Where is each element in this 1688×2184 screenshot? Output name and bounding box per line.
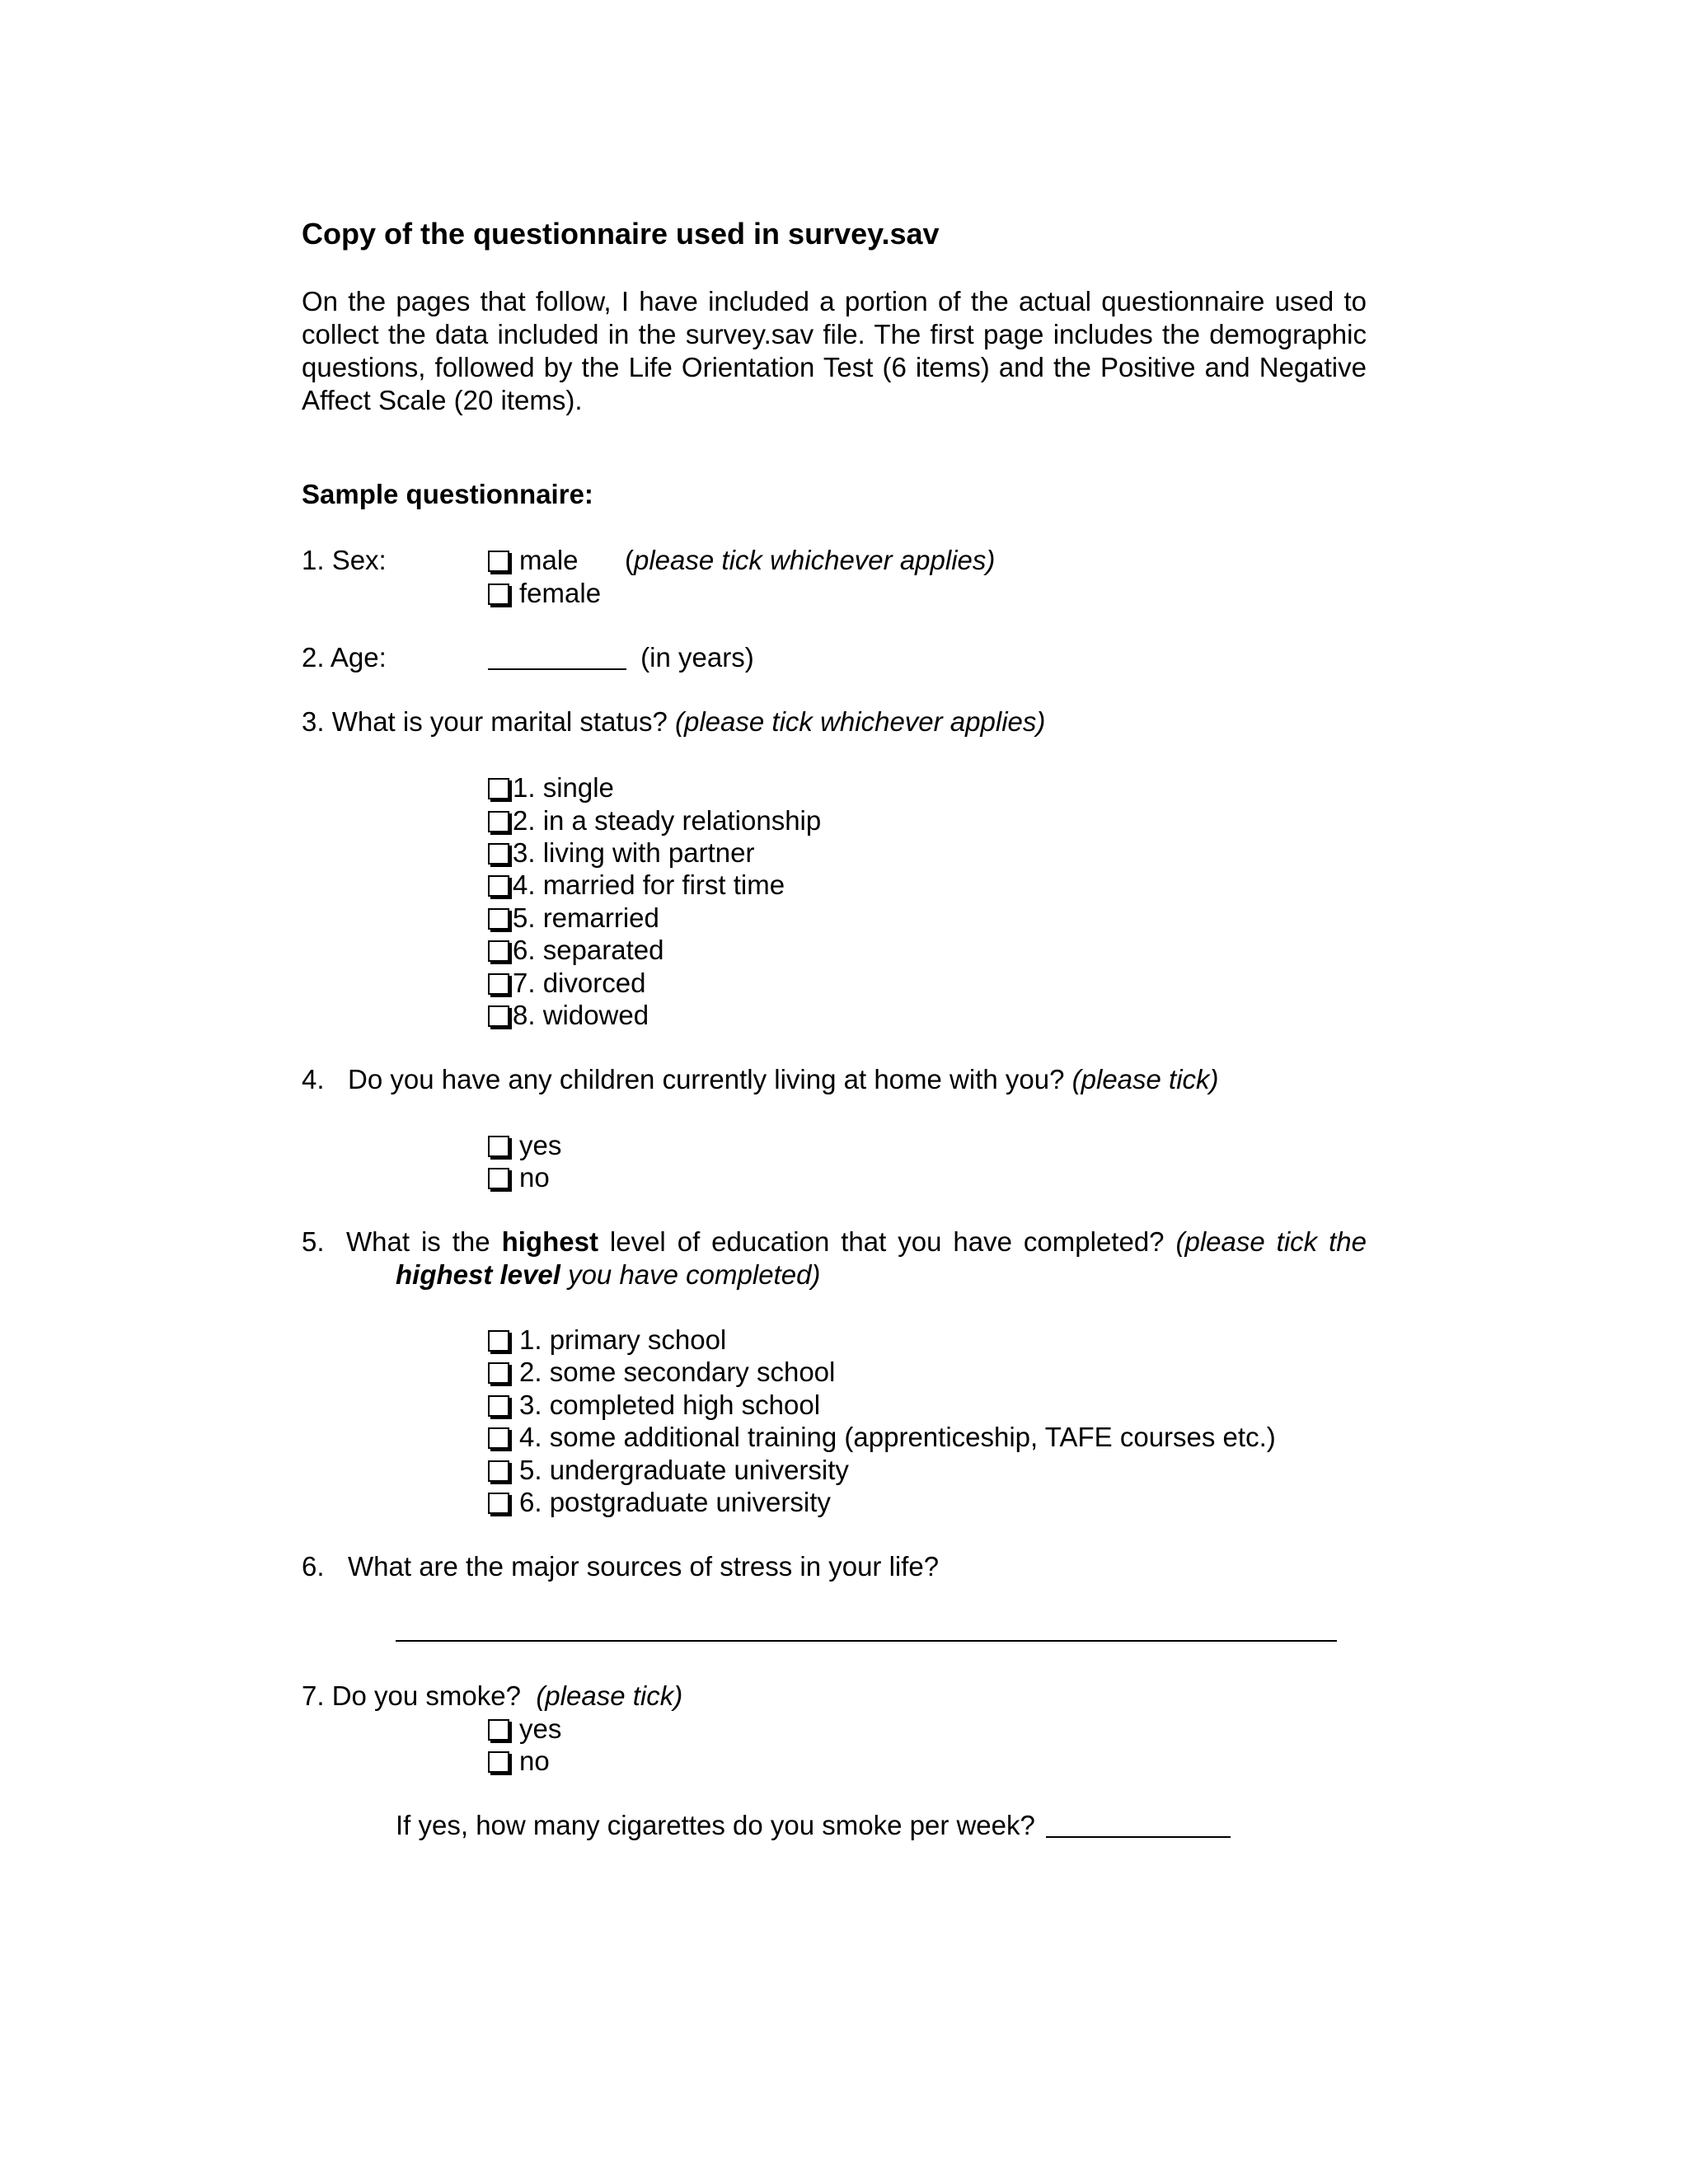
q3-option[interactable]: 1. single <box>488 771 614 804</box>
intro-line: On the pages that follow, I have included a portion of the actual questionnaire used to <box>302 286 1367 316</box>
checkbox-icon[interactable] <box>488 583 509 605</box>
q4-option-no[interactable]: no <box>488 1161 550 1194</box>
checkbox-icon[interactable] <box>488 843 509 865</box>
q4-option-yes[interactable]: yes <box>488 1129 561 1162</box>
intro-line: collect the data included in the survey.sav file. The first page includes the demographic <box>302 319 1367 349</box>
checkbox-icon[interactable] <box>488 1005 509 1027</box>
age-suffix: (in years) <box>640 642 754 673</box>
q2-label: 2. Age: <box>302 642 387 673</box>
checkbox-icon[interactable] <box>488 1719 509 1741</box>
q7-label: 7. Do you smoke? (please tick) <box>302 1680 683 1711</box>
q1-option-male[interactable] <box>488 544 579 577</box>
intro-paragraph <box>302 285 1367 417</box>
checkbox-icon[interactable] <box>488 1493 509 1514</box>
age-blank[interactable] <box>488 644 626 670</box>
q4-number: 4. <box>302 1064 325 1094</box>
checkbox-icon[interactable] <box>488 1362 509 1384</box>
age-field[interactable] <box>488 641 754 674</box>
q5-option[interactable]: 1. primary school <box>488 1324 726 1357</box>
checkbox-icon[interactable] <box>488 1427 509 1449</box>
checkbox-icon[interactable] <box>488 1136 509 1157</box>
q6-label: What are the major sources of stress in your life? <box>348 1551 940 1582</box>
q6-number: 6. <box>302 1551 325 1582</box>
cigarettes-blank[interactable] <box>1046 1811 1231 1838</box>
option-label: female <box>519 578 602 608</box>
q5-option[interactable]: 2. some secondary school <box>488 1356 835 1389</box>
q5-number: 5. <box>302 1226 325 1257</box>
checkbox-icon[interactable] <box>488 1395 509 1417</box>
option-label: male <box>519 545 579 575</box>
stress-answer-line[interactable] <box>396 1640 1337 1642</box>
q5-option[interactable]: 4. some additional training (apprenticeship, TAFE courses etc.) <box>488 1421 1276 1454</box>
q5-option[interactable]: 6. postgraduate university <box>488 1486 831 1519</box>
q3-option[interactable]: 7. divorced <box>488 967 645 1000</box>
q1-label: 1. Sex: <box>302 545 387 575</box>
checkbox-icon[interactable] <box>488 973 509 995</box>
q3-option[interactable]: 3. living with partner <box>488 837 754 869</box>
checkbox-icon[interactable] <box>488 1460 509 1482</box>
intro-line: Affect Scale (20 items). <box>302 385 583 415</box>
checkbox-icon[interactable] <box>488 908 509 930</box>
checkbox-icon[interactable] <box>488 811 509 832</box>
q7-option-yes[interactable]: yes <box>488 1713 561 1746</box>
checkbox-icon[interactable] <box>488 1330 509 1352</box>
page-title: Copy of the questionnaire used in survey.sav <box>302 217 940 251</box>
checkbox-icon[interactable] <box>488 875 509 897</box>
q7-option-no[interactable]: no <box>488 1745 550 1778</box>
q5-option[interactable]: 3. completed high school <box>488 1389 820 1422</box>
q5-hint-continued: highest level you have completed) <box>396 1259 821 1290</box>
q4-label: Do you have any children currently living at home with you? (please tick) <box>348 1064 1219 1094</box>
q5-label: What is the highest level of education that you have completed? (please tick the <box>346 1226 1367 1257</box>
checkbox-icon[interactable] <box>488 940 509 962</box>
checkbox-icon[interactable] <box>488 1751 509 1773</box>
checkbox-icon[interactable] <box>488 551 509 572</box>
q5-option[interactable]: 5. undergraduate university <box>488 1454 849 1487</box>
sample-heading: Sample questionnaire: <box>302 479 593 509</box>
q3-option[interactable]: 5. remarried <box>488 902 659 935</box>
q3-option[interactable]: 8. widowed <box>488 999 649 1032</box>
q3-label: 3. What is your marital status? (please tick whichever applies) <box>302 706 1046 737</box>
checkbox-icon[interactable] <box>488 778 509 799</box>
q7-followup: If yes, how many cigarettes do you smoke per week? <box>396 1809 1231 1842</box>
checkbox-icon[interactable] <box>488 1168 509 1189</box>
q3-option[interactable]: 6. separated <box>488 934 663 967</box>
intro-line: questions, followed by the Life Orientation Test (6 items) and the Positive and Negative <box>302 352 1367 382</box>
q1-hint: (please tick whichever applies) <box>625 545 996 575</box>
q1-option-female[interactable] <box>488 577 601 610</box>
q3-option[interactable]: 4. married for first time <box>488 869 785 902</box>
q3-option[interactable]: 2. in a steady relationship <box>488 804 821 837</box>
